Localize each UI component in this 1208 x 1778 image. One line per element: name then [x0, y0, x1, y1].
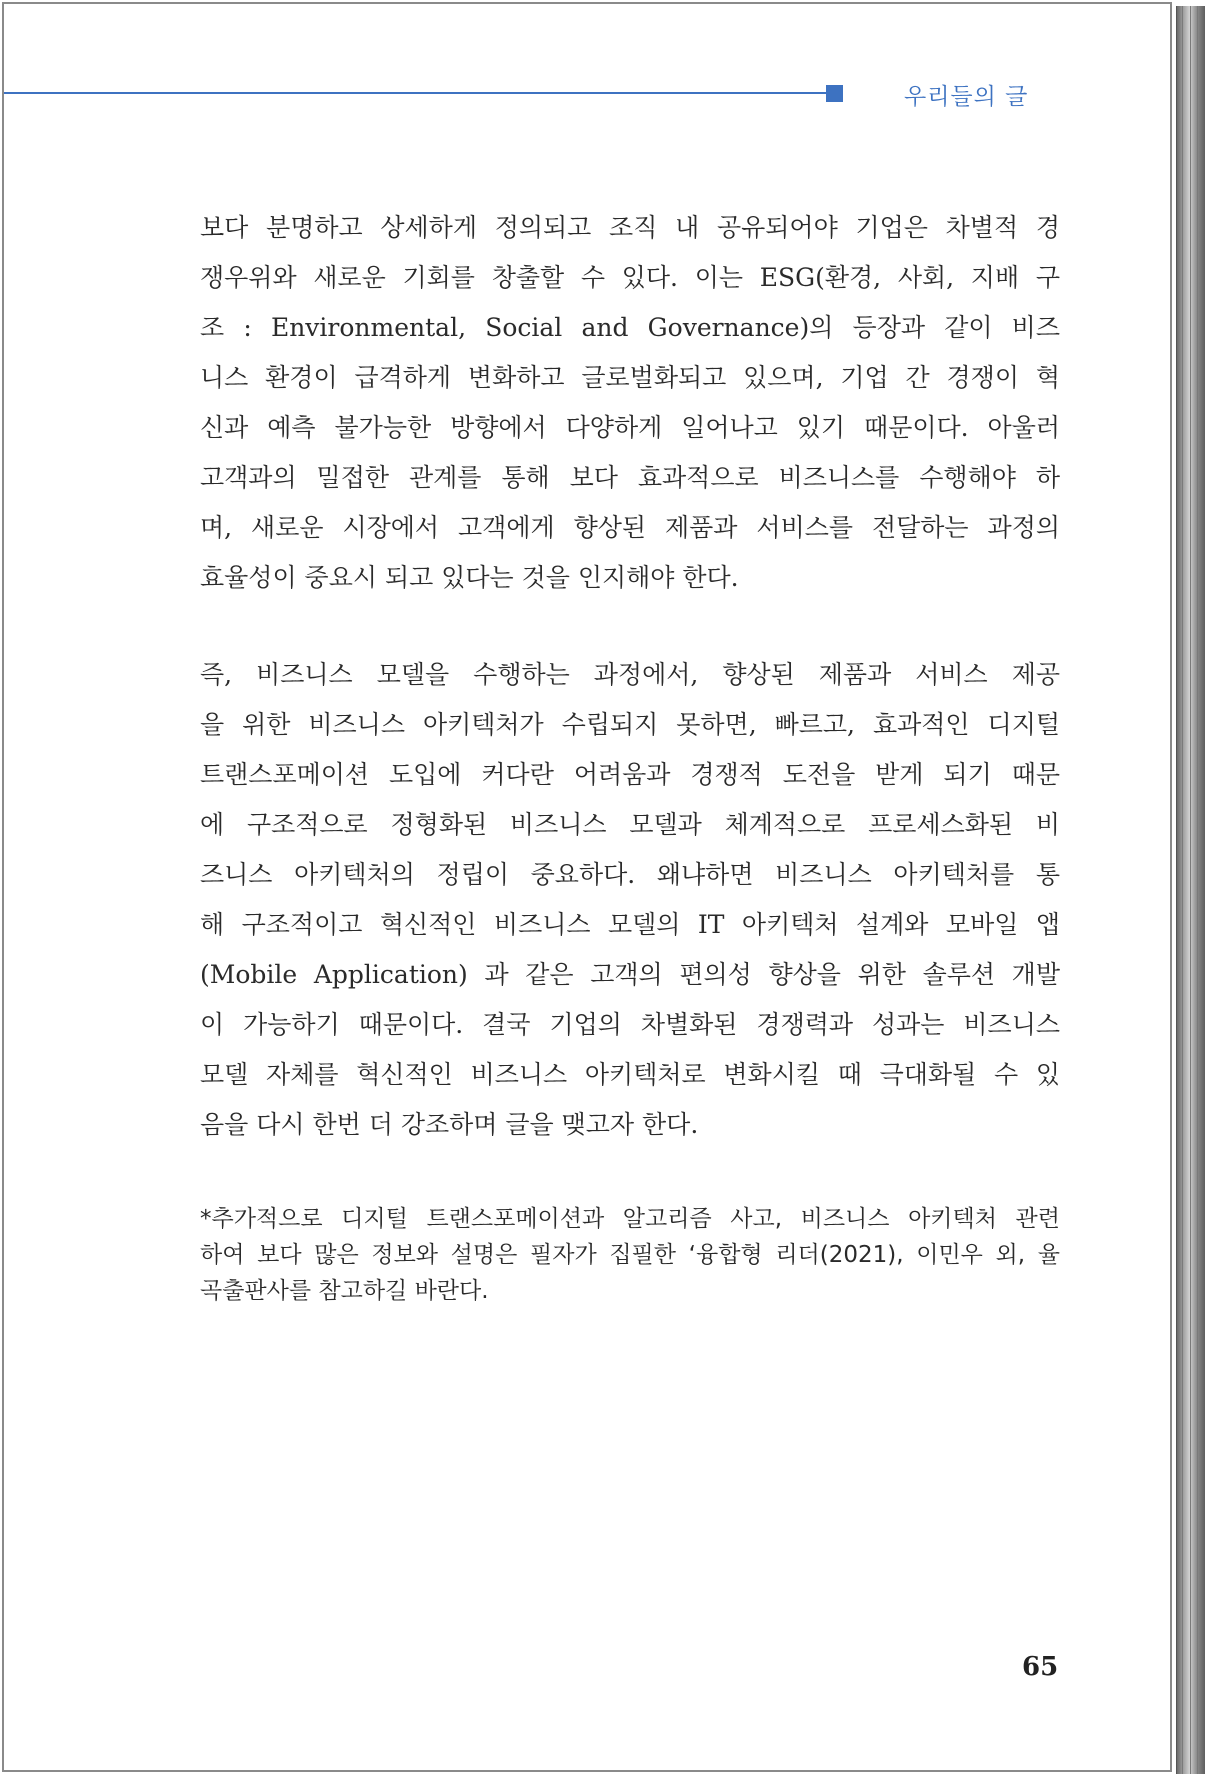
- book-page: [2, 2, 1172, 1772]
- header-rule: [4, 92, 829, 94]
- paragraph-line: 이 가능하기 때문이다. 결국 기업의 차별화된 경쟁력과 성과는 비즈니스: [200, 1010, 1060, 1039]
- page-number: 65: [1022, 1652, 1059, 1682]
- running-header-title: 우리들의 글: [904, 84, 1029, 110]
- paragraph-line: 니스 환경이 급격하게 변화하고 글로벌화되고 있으며, 기업 간 경쟁이 혁: [200, 363, 1060, 392]
- paragraph-line: 며, 새로운 시장에서 고객에게 향상된 제품과 서비스를 전달하는 과정의: [200, 513, 1060, 542]
- paragraph-line: 트랜스포메이션 도입에 커다란 어려움과 경쟁적 도전을 받게 되기 때문: [200, 760, 1060, 789]
- paragraph-line: 조 : Environmental, Social and Governance)의 등장과 같이 비즈: [200, 313, 1060, 342]
- footnote-line: *추가적으로 디지털 트랜스포메이션과 알고리즘 사고, 비즈니스 아키텍처 관련: [200, 1206, 1060, 1232]
- page-edge-line: [1197, 6, 1198, 1774]
- footnote: [200, 1201, 1060, 1309]
- paragraph-line: 즉, 비즈니스 모델을 수행하는 과정에서, 향상된 제품과 서비스 제공: [200, 660, 1060, 689]
- paragraph-line: 보다 분명하고 상세하게 정의되고 조직 내 공유되어야 기업은 차별적 경: [200, 213, 1060, 242]
- paragraph-line: 고객과의 밀접한 관계를 통해 보다 효과적으로 비즈니스를 수행해야 하: [200, 463, 1060, 492]
- paragraph-line: 해 구조적이고 혁신적인 비즈니스 모델의 IT 아키텍처 설계와 모바일 앱: [200, 910, 1060, 939]
- paragraph-2: [200, 650, 1060, 1150]
- page-edge-line: [1182, 6, 1183, 1774]
- paragraph-line: 효율성이 중요시 되고 있다는 것을 인지해야 한다.: [200, 563, 739, 592]
- paragraph-1: [200, 203, 1060, 603]
- page-edge-line: [1190, 6, 1191, 1774]
- paragraph-line: 모델 자체를 혁신적인 비즈니스 아키텍처로 변화시킬 때 극대화될 수 있: [200, 1060, 1060, 1089]
- paragraph-line: 을 위한 비즈니스 아키텍처가 수립되지 못하면, 빠르고, 효과적인 디지털: [200, 710, 1060, 739]
- paragraph-line: 음을 다시 한번 더 강조하며 글을 맺고자 한다.: [200, 1110, 699, 1139]
- footnote-line: 곡출판사를 참고하길 바란다.: [200, 1278, 489, 1304]
- paragraph-line: 에 구조적으로 정형화된 비즈니스 모델과 체계적으로 프로세스화된 비: [200, 810, 1060, 839]
- header-square-marker: [826, 85, 843, 102]
- paragraph-line: (Mobile Application) 과 같은 고객의 편의성 향상을 위한 솔루션 개발: [200, 960, 1060, 989]
- footnote-line: 하여 보다 많은 정보와 설명은 필자가 집필한 ‘융합형 리더(2021), 이민우 외, 율: [200, 1242, 1060, 1268]
- paragraph-line: 쟁우위와 새로운 기회를 창출할 수 있다. 이는 ESG(환경, 사회, 지배 구: [200, 263, 1060, 292]
- paragraph-line: 신과 예측 불가능한 방향에서 다양하게 일어나고 있기 때문이다. 아울러: [200, 413, 1060, 442]
- paragraph-line: 즈니스 아키텍처의 정립이 중요하다. 왜냐하면 비즈니스 아키텍처를 통: [200, 860, 1060, 889]
